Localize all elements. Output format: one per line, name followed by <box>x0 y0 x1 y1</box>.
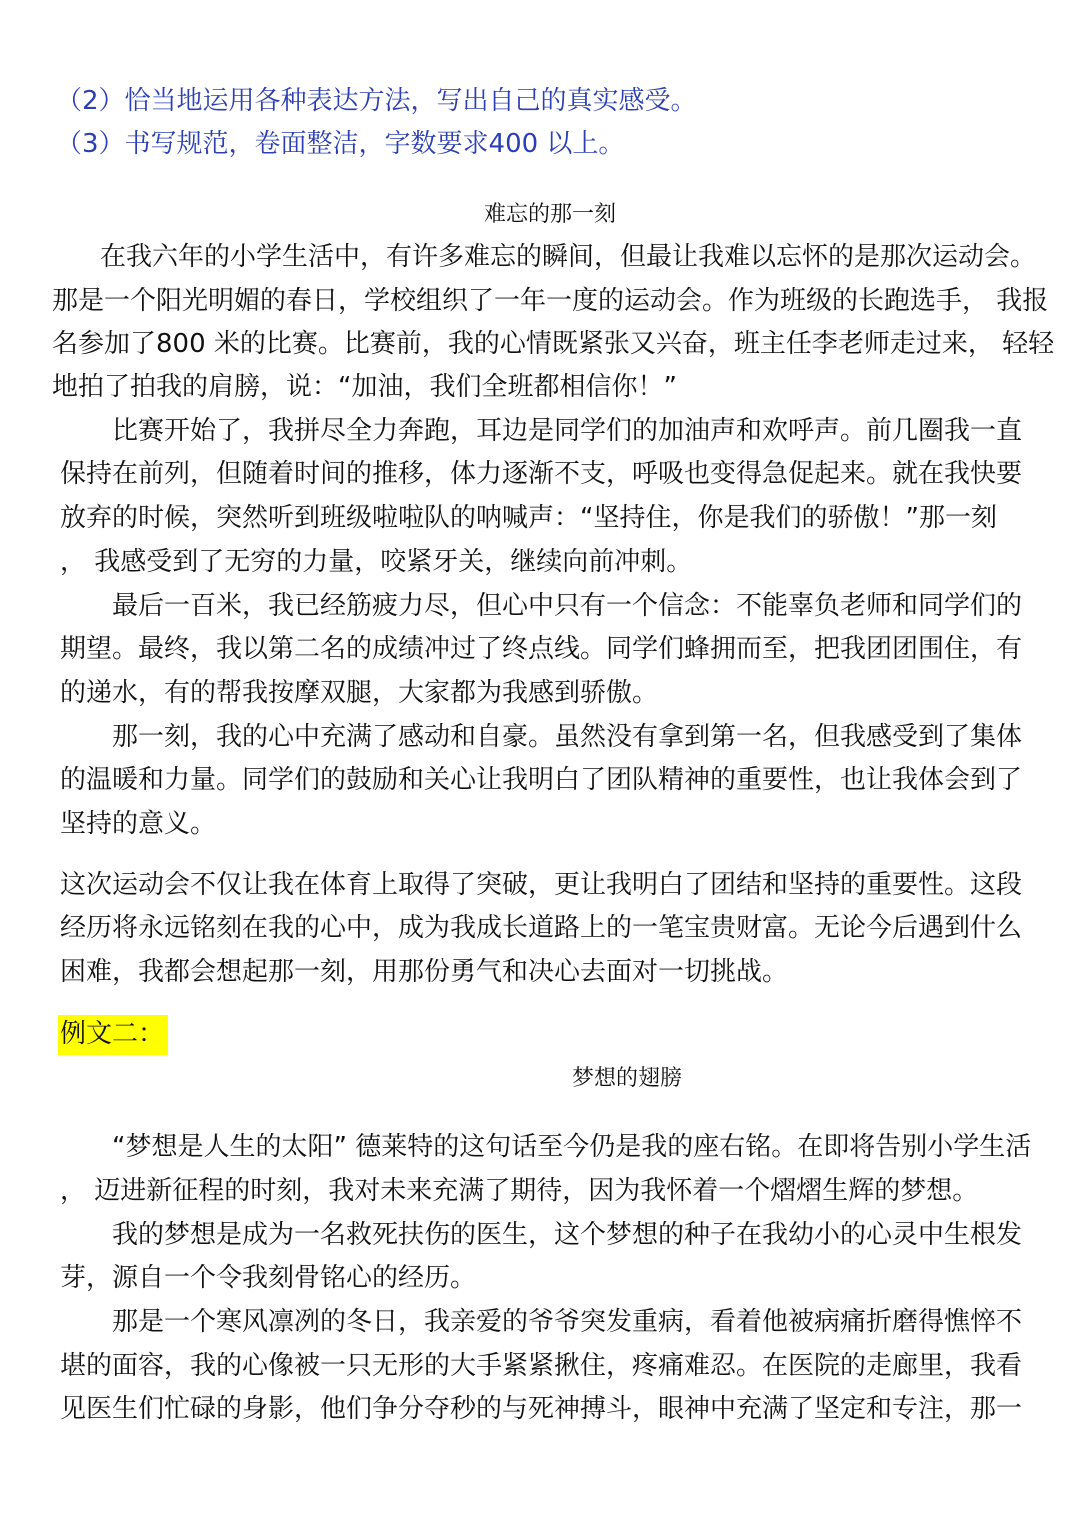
essay-line: 放弃的时候，突然听到班级啦啦队的呐喊声：“坚持住，你是我们的骄傲！”那一刻 <box>60 503 997 533</box>
essay-line: 名参加了800 米的比赛。比赛前，我的心情既紧张又兴奋，班主任李老师走过来， 轻轻 <box>52 329 1055 359</box>
essay-line: 那是一个阳光明媚的春日，学校组织了一年一度的运动会。作为班级的长跑选手， 我报 <box>52 286 1049 316</box>
example-2-label-row <box>58 1017 1080 1051</box>
essay-line: 在我六年的小学生活中，有许多难忘的瞬间，但最让我难以忘怀的是那次运动会。 <box>100 242 1037 272</box>
example-2-label: 例文二： <box>58 1015 168 1055</box>
essay-line: 经历将永远铭刻在我的心中，成为我成长道路上的一笔宝贵财富。无论今后遇到什么 <box>60 913 1023 943</box>
essay-line: 芽，源自一个令我刻骨铭心的经历。 <box>60 1263 477 1293</box>
requirement-3: （3）书写规范，卷面整洁，字数要求400 以上。 <box>56 129 625 159</box>
essay-line: 那一刻，我的心中充满了感动和自豪。虽然没有拿到第一名，但我感受到了集体 <box>112 722 1023 752</box>
essay-line: 保持在前列，但随着时间的推移，体力逐渐不支，呼吸也变得急促起来。就在我快要 <box>60 459 1023 489</box>
essay-line: 最后一百米，我已经筋疲力尽，但心中只有一个信念：不能辜负老师和同学们的 <box>112 591 1023 621</box>
essay-line: 期望。最终，我以第二名的成绩冲过了终点线。同学们蜂拥而至，把我团团围住，有 <box>60 634 1023 664</box>
essay-line: 见医生们忙碌的身影，他们争分夺秒的与死神搏斗，眼神中充满了坚定和专注，那一 <box>60 1394 1023 1424</box>
essay-line: 地拍了拍我的肩膀，说：“加油，我们全班都相信你！” <box>52 372 677 402</box>
essay-line: ， 迈进新征程的时刻，我对未来充满了期待，因为我怀着一个熠熠生辉的梦想。 <box>60 1176 979 1206</box>
essay-line: “梦想是人生的太阳” 德莱特的这句话至今仍是我的座右铭。在即将告别小学生活 <box>112 1132 1032 1162</box>
essay-line: 比赛开始了，我拼尽全力奔跑，耳边是同学们的加油声和欢呼声。前几圈我一直 <box>112 416 1023 446</box>
essay-line: 堪的面容，我的心像被一只无形的大手紧紧揪住，疼痛难忍。在医院的走廊里，我看 <box>60 1351 1023 1381</box>
essay-line: 我的梦想是成为一名救死扶伤的医生，这个梦想的种子在我幼小的心灵中生根发 <box>112 1220 1023 1250</box>
essay-line: 的温暖和力量。同学们的鼓励和关心让我明白了团队精神的重要性，也让我体会到了 <box>60 765 1023 795</box>
essay-line: 那是一个寒风凛冽的冬日，我亲爱的爷爷突发重病，看着他被病痛折磨得憔悴不 <box>112 1307 1023 1337</box>
essay-line: ， 我感受到了无穷的力量，咬紧牙关，继续向前冲刺。 <box>60 547 693 577</box>
essay-line: 的递水，有的帮我按摩双腿，大家都为我感到骄傲。 <box>60 678 659 708</box>
essay-line: 坚持的意义。 <box>60 809 217 839</box>
essay-1-title: 难忘的那一刻 <box>484 202 617 227</box>
essay-line: 这次运动会不仅让我在体育上取得了突破，更让我明白了团结和坚持的重要性。这段 <box>60 870 1023 900</box>
essay-line: 困难，我都会想起那一刻，用那份勇气和决心去面对一切挑战。 <box>60 957 789 987</box>
requirement-2: （2）恰当地运用各种表达方法，写出自己的真实感受。 <box>56 86 697 116</box>
example-2-title: 梦想的翅膀 <box>572 1066 683 1091</box>
